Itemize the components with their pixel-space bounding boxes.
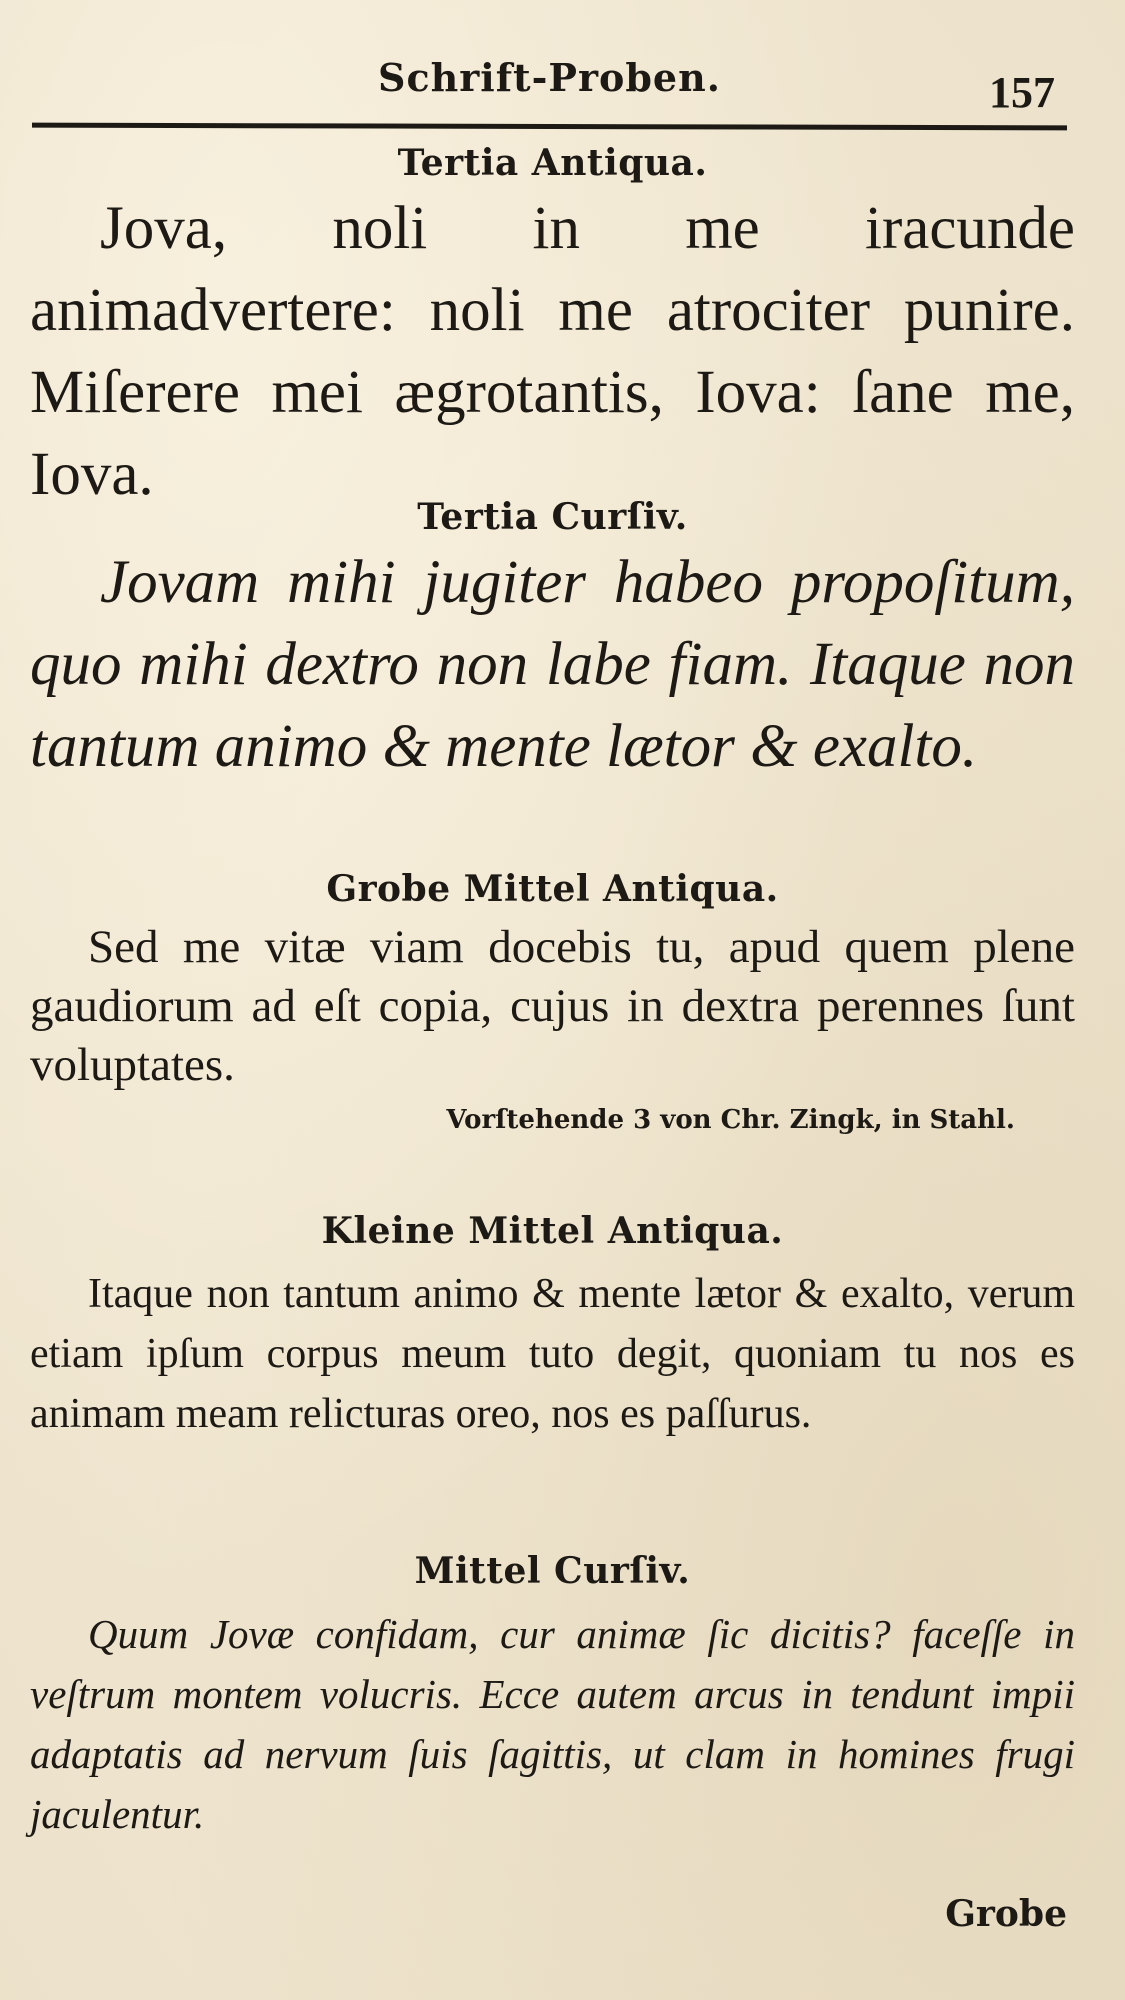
specimen-text: Sed me vitæ viam docebis tu, apud quem plene gaudiorum ad eſt copia, cujus in dextra perennes ſunt voluptates. [30,921,1075,1091]
section-heading: Mittel Curſiv. [414,1550,691,1592]
section-heading: Tertia Curſiv. [417,496,688,538]
page-header [32,55,1067,117]
section-kleine-mittel-antiqua [30,1208,1075,1444]
credit-line: Vorſtehende 3 von Chr. Zingk, in Stahl. [446,1105,1015,1135]
running-title: Schrift-Proben. [378,55,721,100]
section-heading: Grobe Mittel Antiqua. [326,868,779,910]
section-grobe-mittel-antiqua [30,866,1075,1135]
specimen-text: Jova, noli in me iracunde animadvertere: noli me atrociter punire. Miſerere mei ægrotantis, Iova: ſane me, Iova. [30,195,1075,508]
section-tertia-antiqua [30,140,1075,516]
section-tertia-cursiv [30,494,1075,788]
section-heading: Tertia Antiqua. [397,142,708,184]
specimen-text: Itaque non tantum animo & mente lætor & exalto, verum etiam ipſum corpus meum tuto degit, quoniam tu nos es animam meam relicturas oreo, nos es paſſurus. [30,1271,1075,1437]
section-mittel-cursiv [30,1548,1075,1844]
catchword: Grobe [945,1893,1067,1935]
header-rule [32,123,1067,131]
specimen-text: Jovam mihi jugiter habeo propoſitum, quo mihi dextro non labe fiam. Itaque non tantum animo & mente lætor & exalto. [30,549,1075,780]
section-heading: Kleine Mittel Antiqua. [321,1210,784,1252]
page-number: 157 [989,68,1055,117]
specimen-text: Quum Jovæ confidam, cur animæ ſic dicitis? faceſſe in veſtrum montem volucris. Ecce autem arcus in tendunt impii adaptatis ad nervum ſuis ſagittis, ut clam in homines frugi jaculentur. [30,1611,1075,1837]
